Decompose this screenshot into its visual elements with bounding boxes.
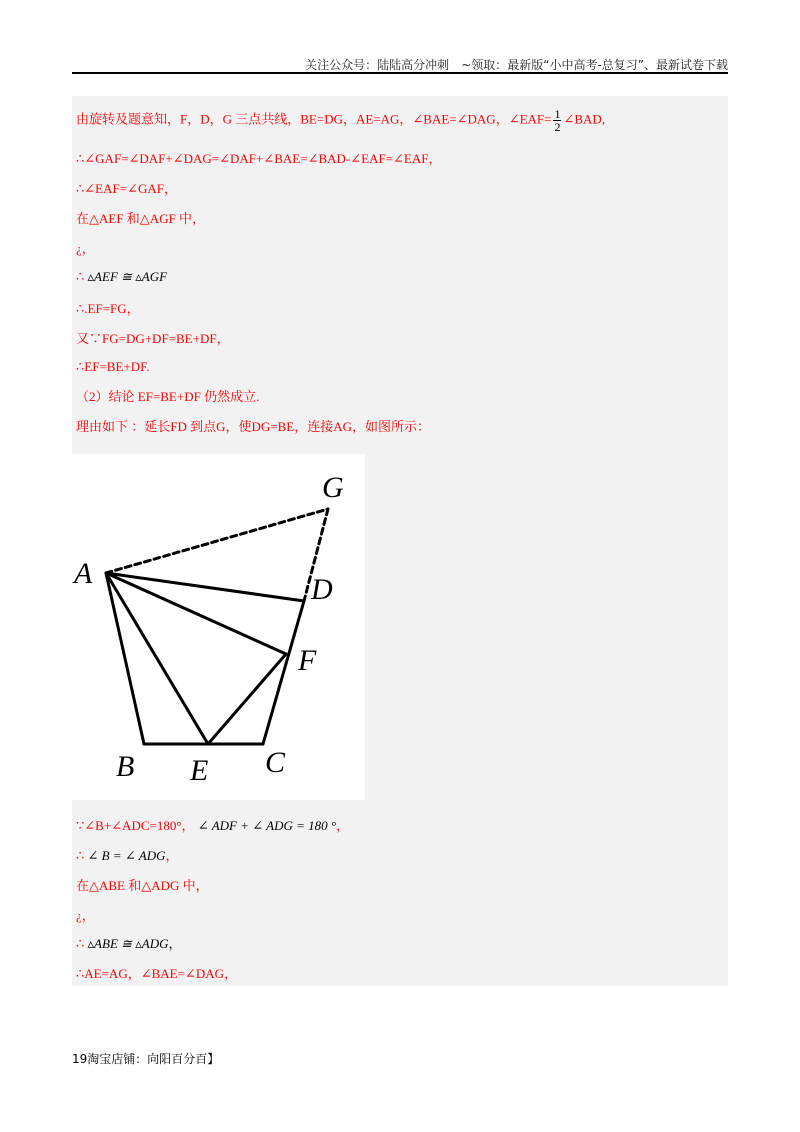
label-A: A [74, 557, 93, 590]
line-17: ∴AE=AG，∠BAE=∠DAG， [76, 966, 237, 981]
line-13-comma: ， [165, 848, 179, 863]
line-15: ¿， [76, 908, 95, 923]
line-5: ¿， [76, 241, 95, 256]
line-3: ∴∠EAF=∠GAF， [76, 181, 177, 196]
line-4: 在△AEF 和△AGF 中， [76, 211, 206, 226]
label-D: D [311, 573, 333, 606]
label-C: C [265, 746, 286, 779]
line-12 [76, 818, 349, 834]
geometry-figure [72, 454, 365, 800]
line-12-text: ∵∠B+∠ADC=180°， [76, 818, 195, 833]
geometry-diagram [72, 454, 365, 800]
line-8: 又∵FG=DG+DF=BE+DF， [76, 331, 230, 346]
line-12-comma: ， [336, 818, 350, 833]
header-rule [72, 72, 728, 74]
therefore-symbol: ∴ [76, 269, 85, 284]
therefore-symbol-3: ∴ [76, 936, 85, 951]
segment-EF [208, 654, 286, 744]
line-7: ∴.EF=FG， [76, 301, 140, 316]
solution-content [72, 96, 728, 986]
label-F: F [298, 644, 317, 677]
page-header: 关注公众号：陆陆高分冲刺 ~领取：最新版“小中高考-总复习”、最新试卷下载 [305, 58, 728, 72]
fraction-half [553, 108, 561, 133]
label-E: E [190, 754, 209, 787]
congruence-statement-2: ▵ABE ≅ ▵ADG [87, 936, 169, 951]
line-1-tail: ∠BAD, [563, 111, 606, 127]
fraction-numerator: 1 [554, 107, 561, 121]
line-2: ∴∠GAF=∠DAF+∠DAG=∠DAF+∠BAE=∠BAD-∠EAF=∠EAF， [76, 151, 442, 166]
therefore-symbol-2: ∴ [76, 848, 85, 863]
line-9: ∴EF=BE+DF. [76, 359, 150, 374]
label-G: G [322, 471, 344, 504]
page-footer: 19淘宝店铺：向阳百分百】 [72, 1052, 220, 1066]
line-11: 理由如下 ：延长FD 到点G，使DG=BE，连接AG，如图所示： [76, 419, 431, 434]
line-1-text: 由旋转及题意知，F，D，G 三点共线，BE=DG，AE=AG，∠BAE=∠DAG，∠EAF= [76, 111, 552, 127]
angle-equality: ∠ B = ∠ ADG [87, 848, 166, 863]
line-14: 在△ABE 和△ADG 中， [76, 878, 209, 893]
segment-AG [106, 509, 328, 573]
segment-AE [106, 573, 208, 744]
line-16-comma: ， [168, 936, 182, 951]
congruence-statement: ▵AEF ≅ ▵AGF [87, 269, 168, 284]
line-16 [76, 936, 182, 952]
segment-AB [106, 573, 144, 744]
line-10: （2）结论 EF=BE+DF 仍然成立. [76, 389, 260, 404]
fraction-denominator: 2 [554, 120, 561, 134]
label-B: B [116, 750, 135, 783]
line-13 [76, 848, 179, 864]
line-1 [76, 108, 605, 133]
line-6 [76, 269, 167, 285]
angle-equation: ∠ ADF + ∠ ADG = 180 ° [197, 818, 337, 833]
